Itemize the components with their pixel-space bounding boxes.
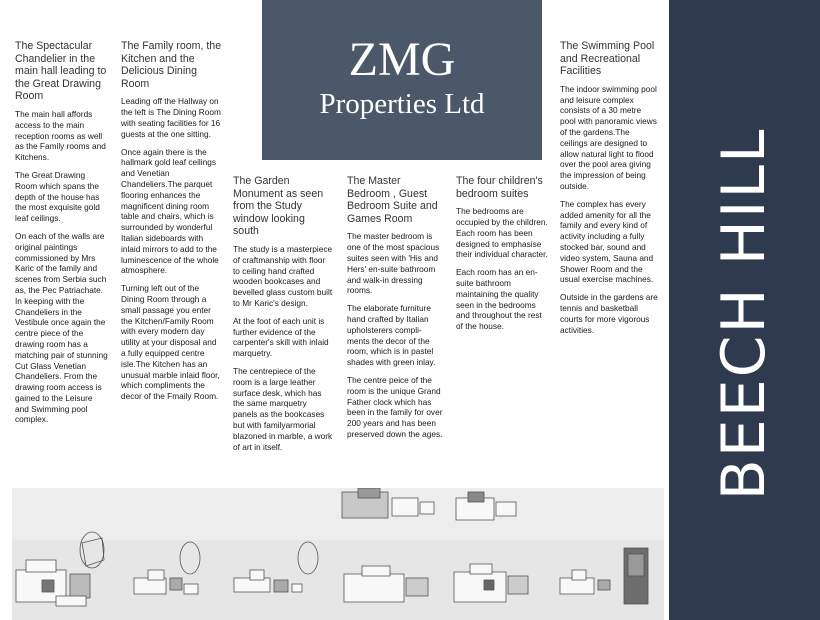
section-master-bedroom xyxy=(347,175,444,447)
section-paragraph: At the foot of each unit is further evidence of the carpenter's skill with inlaid marquetry. xyxy=(233,315,329,359)
logo-subtitle: Properties Ltd xyxy=(319,88,485,120)
section-paragraph: The elaborate furniture hand crafted by Italian upholsterers compli-ments the decor of the room, which is in pastel shades with green inlay. xyxy=(347,303,436,368)
section-paragraph: The complex has every added amenity for all the family and every kind of activity including a fully stocked bar, sound and video system, Sauna and Shower Room and the usual exercise machines. xyxy=(560,198,654,285)
section-paragraph: Outside in the gardens are tennis and basketball courts for more vigorous activities. xyxy=(560,292,658,335)
section-paragraph: Leading off the Hallway on the left is The Dining Room with seating facilities for 16 guests at the one sitting. xyxy=(121,96,221,139)
section-paragraph: Each room has an en-suite bathroom maintaining the quality seen in the bedrooms and throughout the rest of the house. xyxy=(456,267,542,332)
section-swimming-pool xyxy=(560,40,658,342)
section-paragraph: The centrepiece of the room is a large leather surface desk, which has the same marquetry panels as the bookcases but with familyarmorial blazoned in marble, a work of art in itself. xyxy=(233,365,333,452)
company-logo xyxy=(262,0,542,160)
section-paragraph: The centre peice of the room is the unique Grand Father clock which has been in the family for over 200 years and has been preserved down the ages. xyxy=(347,374,443,439)
logo-name: ZMG xyxy=(348,33,456,86)
section-heading: The Garden Monument as seen from the Study window looking south xyxy=(233,175,324,238)
floor-plans xyxy=(12,488,664,620)
section-paragraph: The indoor swimming pool and leisure complex consists of a 30 metre pool with panoramic views of the gardens.The ceilings are designed to allow natural light to flood over the pool area giving the impression of being outside. xyxy=(560,83,657,191)
section-paragraph: The Great Drawing Room which spans the depth of the house has the most exquisite gold leaf ceilings. xyxy=(15,169,100,224)
section-paragraph: On each of the walls are original paintings commissioned by Mrs Karic of the family and scenes from Serbia such as, the Pec Patriachate. In keeping with the Chandeliers in the Vestibule once again the centre piece of the drawing room has a matching pair of stunning Cut Glass Venetian Chandeliers. From the drawing room access is gained to the Leisure and Swimming pool complex. xyxy=(15,230,108,425)
section-childrens-bedrooms xyxy=(456,175,550,339)
section-paragraph: The main hall affords access to the main reception rooms as well as the Family rooms and Kitchens. xyxy=(15,108,106,163)
section-heading: The four children's bedroom suites xyxy=(456,175,543,200)
section-paragraph: Once again there is the hallmark gold leaf ceilings and Venetian Chandeliers.The parquet flooring enhances the magnificent dining room table and chairs, which is surrounded by wonderful Italian sideboards with inlaid mirrors to add to the luminescence of the whole atmosphere. xyxy=(121,146,219,276)
property-title: BEECH HILL xyxy=(709,127,779,501)
section-paragraph: Turning left out of the Dining Room through a small passage you enter the Kitchen/Family Room with every modern day utility at your disposal and a fully equipped centre isle.The Kitchen has an unusual marble inlaid floor, which compliments the decor of the Fmaily Room. xyxy=(121,283,220,402)
section-chandelier xyxy=(15,40,108,432)
section-paragraph: The bedrooms are occupied by the children. Each room has been designed to emphasise their individual character. xyxy=(456,206,548,260)
section-heading: The Family room, the Kitchen and the Delicious Dining Room xyxy=(121,40,222,90)
sidebar-panel xyxy=(669,0,820,620)
section-family-room xyxy=(121,40,222,409)
section-heading: The Swimming Pool and Recreational Facilities xyxy=(560,40,655,78)
section-paragraph: The master bedroom is one of the most spacious suites seen with 'His and Hers' en-suite bathroom and walk-in dressing rooms. xyxy=(347,231,440,296)
section-heading: The Master Bedroom , Guest Bedroom Suite and Games Room xyxy=(347,175,438,225)
section-garden-monument xyxy=(233,175,333,459)
section-heading: The Spectacular Chandelier in the main hall leading to the Great Drawing Room xyxy=(15,40,107,103)
section-paragraph: The study is a masterpiece of craftmanship with floor to ceiling hand crafted wooden bookcases and bevelled glass custom built to Mr Karic's design. xyxy=(233,243,333,308)
